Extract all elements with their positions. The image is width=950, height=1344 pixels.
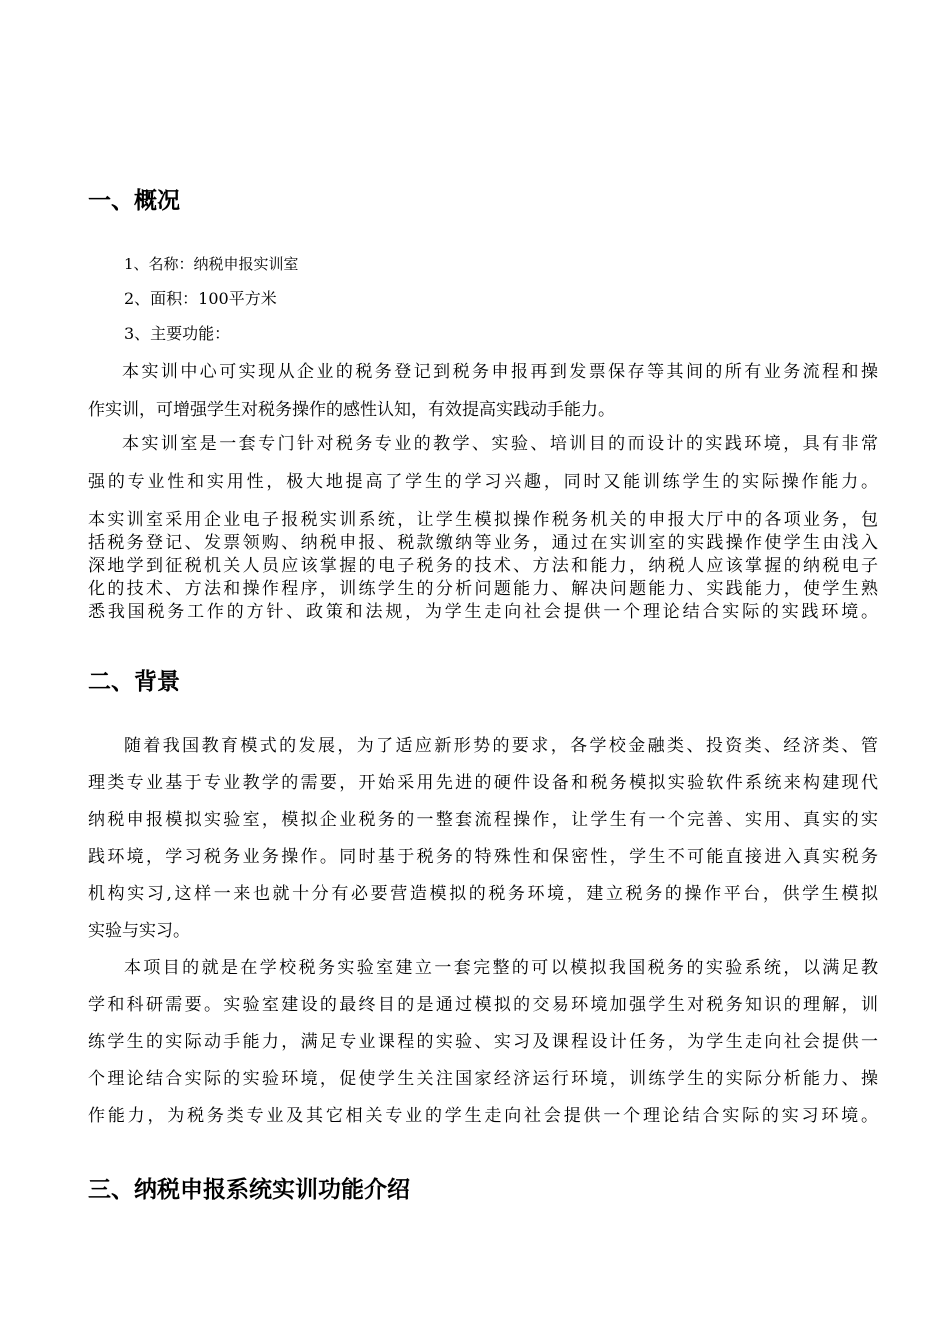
- text-line: 本实训室采用企业电子报税实训系统，让学生模拟操作税务机关的申报大厅中的各项业务，包: [88, 510, 881, 530]
- text-line: 纳税申报模拟实验室，模拟企业税务的一整套流程操作，让学生有一个完善、实用、真实的实: [88, 810, 881, 830]
- text-line: 练学生的实际动手能力，满足专业课程的实验、实习及课程设计任务，为学生走向社会提供一: [88, 1032, 881, 1052]
- section-heading-background: 二、背景: [88, 669, 180, 695]
- section-heading-functions: 三、纳税申报系统实训功能介绍: [88, 1177, 410, 1203]
- text-line: 深地学到征税机关人员应该掌握的电子税务的技术、方法和能力，纳税人应该掌握的纳税电子: [88, 556, 881, 576]
- text-line: 作实训，可增强学生对税务操作的感性认知，有效提高实践动手能力。: [88, 400, 615, 420]
- text-line: 悉我国税务工作的方针、政策和法规，为学生走向社会提供一个理论结合实际的实践环境。: [88, 602, 881, 622]
- text-line: 理类专业基于专业教学的需要，开始采用先进的硬件设备和税务模拟实验软件系统来构建现代: [88, 773, 881, 793]
- list-item-name: 1、名称：纳税申报实训室: [124, 255, 299, 273]
- text-line: 个理论结合实际的实验环境，促使学生关注国家经济运行环境，训练学生的实际分析能力、操: [88, 1069, 881, 1089]
- text-line: 强的专业性和实用性，极大地提高了学生的学习兴趣，同时又能训练学生的实际操作能力。: [88, 472, 881, 492]
- text-line: 学和科研需要。实验室建设的最终目的是通过模拟的交易环境加强学生对税务知识的理解，训: [88, 995, 881, 1015]
- text-line: 本项目的就是在学校税务实验室建立一套完整的可以模拟我国税务的实验系统，以满足教: [124, 958, 881, 978]
- text-line: 实验与实习。: [88, 921, 190, 941]
- list-item-functions: 3、主要功能：: [124, 324, 231, 343]
- text-line: 化的技术、方法和操作程序，训练学生的分析问题能力、解决问题能力、实践能力，使学生熟: [88, 579, 881, 599]
- text-line: 作能力，为税务类专业及其它相关专业的学生走向社会提供一个理论结合实际的实习环境。: [88, 1106, 881, 1126]
- section-heading-overview: 一、概况: [88, 188, 180, 214]
- list-item-area: 2、面积：100平方米: [124, 289, 277, 308]
- text-line: 随着我国教育模式的发展，为了适应新形势的要求，各学校金融类、投资类、经济类、管: [124, 736, 881, 756]
- text-line: 践环境，学习税务业务操作。同时基于税务的特殊性和保密性，学生不可能直接进入真实税务: [88, 847, 881, 867]
- text-line: 机构实习,这样一来也就十分有必要营造模拟的税务环境，建立税务的操作平台，供学生模拟: [88, 884, 881, 904]
- text-line: 本实训室是一套专门针对税务专业的教学、实验、培训目的而设计的实践环境，具有非常: [122, 434, 881, 454]
- text-line: 括税务登记、发票领购、纳税申报、税款缴纳等业务，通过在实训室的实践操作使学生由浅入: [88, 533, 881, 553]
- text-line: 本实训中心可实现从企业的税务登记到税务申报再到发票保存等其间的所有业务流程和操: [122, 362, 881, 382]
